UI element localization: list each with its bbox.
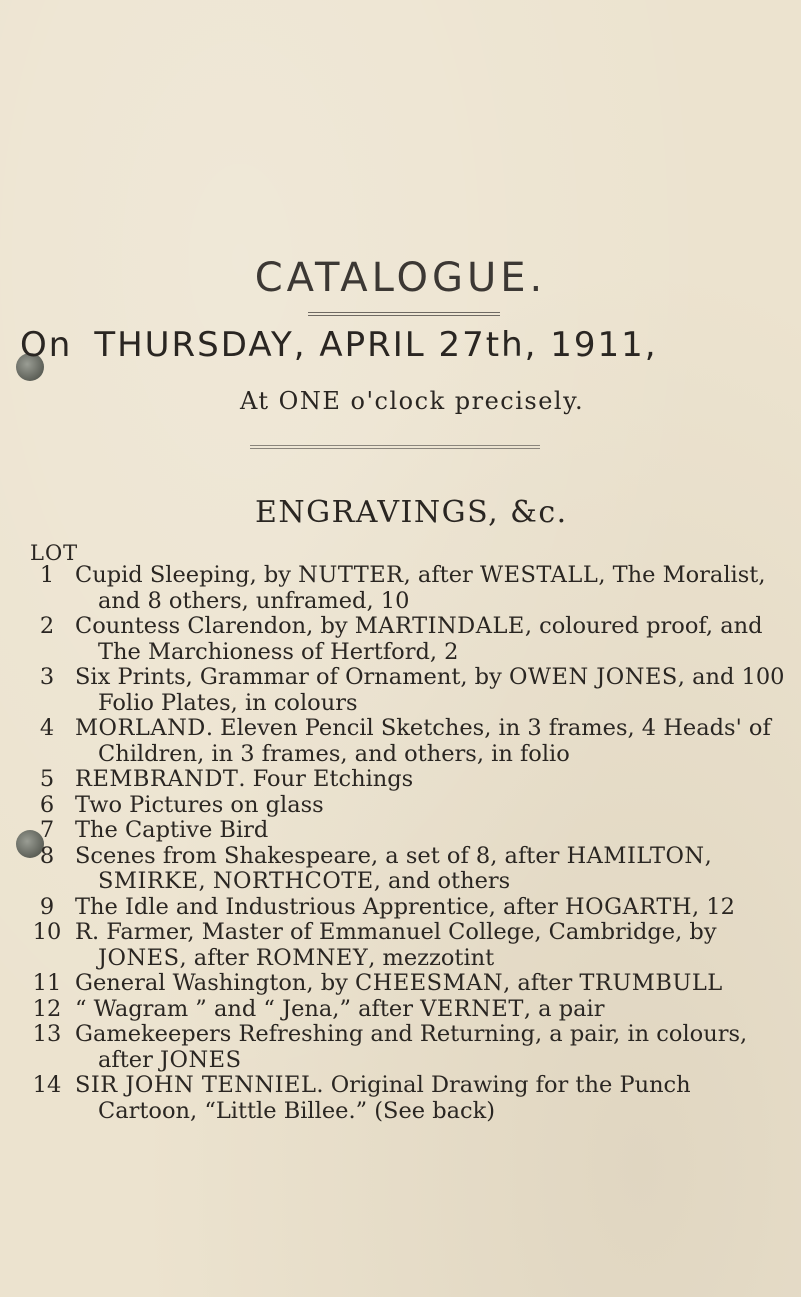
artist-name: TRUMBULL bbox=[579, 970, 723, 996]
artist-name: OWEN JONES bbox=[508, 664, 678, 690]
lot-text: Gamekeepers Refreshing and Returning, a pair, in colours, after bbox=[75, 1021, 748, 1073]
lot-description bbox=[75, 1022, 791, 1073]
lot-entry bbox=[0, 614, 801, 665]
lot-entry bbox=[0, 844, 801, 895]
lot-text: . Four Etchings bbox=[238, 766, 414, 792]
artist-name: WESTALL bbox=[479, 562, 599, 588]
artist-name: SMIRKE bbox=[98, 868, 199, 894]
lot-entry bbox=[0, 971, 801, 997]
lot-entry bbox=[0, 895, 801, 921]
lot-description bbox=[75, 716, 791, 767]
artist-name: NORTHCOTE bbox=[212, 868, 374, 894]
artist-name: ROMNEY bbox=[255, 944, 369, 971]
lot-text: , The Moralist, and 8 others, unframed, 10 bbox=[98, 562, 766, 614]
lot-text: R. Farmer, Master of Emmanuel College, Cambridge, by bbox=[75, 919, 717, 945]
lot-entry bbox=[0, 767, 801, 793]
lot-number: 8 bbox=[39, 842, 55, 869]
lot-number: 10 bbox=[32, 919, 62, 945]
lot-text: , after bbox=[503, 970, 580, 996]
lot-number: 3 bbox=[39, 664, 55, 690]
lot-number: 6 bbox=[39, 791, 55, 818]
lot-text: Six Prints, Grammar of Ornament, by bbox=[75, 664, 509, 690]
lot-number: 14 bbox=[32, 1072, 62, 1098]
lot-number: 12 bbox=[32, 995, 62, 1022]
lot-description bbox=[75, 1073, 791, 1124]
lot-number: 1 bbox=[39, 562, 55, 588]
lot-entry bbox=[0, 1022, 801, 1073]
on-word: On bbox=[20, 325, 73, 365]
artist-name: JONES bbox=[98, 944, 180, 971]
lot-text: Cupid Sleeping, by bbox=[75, 562, 299, 588]
lot-description bbox=[75, 563, 791, 614]
lot-text: . Original Drawing for the Punch Cartoon, “Little Billee.” (See back) bbox=[98, 1072, 691, 1124]
lot-entry bbox=[0, 1073, 801, 1124]
lot-description bbox=[75, 818, 791, 844]
lot-description bbox=[75, 767, 791, 793]
lot-text: , and 100 Folio Plates, in colours bbox=[98, 664, 785, 716]
lot-number: 13 bbox=[32, 1021, 62, 1047]
artist-name: HOGARTH bbox=[565, 893, 692, 920]
time-rule bbox=[250, 445, 540, 449]
lot-description bbox=[75, 793, 791, 819]
lot-text: , a pair bbox=[523, 995, 605, 1022]
lot-number: 7 bbox=[39, 817, 55, 843]
title-rule bbox=[308, 312, 500, 316]
lot-description bbox=[75, 997, 791, 1023]
artist-name: NUTTER bbox=[298, 562, 404, 588]
lot-entry bbox=[0, 920, 801, 971]
lot-text: The Idle and Industrious Apprentice, after bbox=[75, 893, 566, 920]
lot-number: 9 bbox=[39, 893, 55, 920]
lot-list bbox=[0, 563, 801, 1124]
lot-description bbox=[75, 971, 791, 997]
lot-description bbox=[75, 665, 791, 716]
artist-name: SIR JOHN TENNIEL bbox=[75, 1072, 317, 1098]
lot-text: , bbox=[704, 842, 712, 869]
lot-entry bbox=[0, 997, 801, 1023]
lot-entry bbox=[0, 818, 801, 844]
lot-text: Countess Clarendon, by bbox=[75, 613, 355, 639]
lot-number: 4 bbox=[39, 715, 55, 741]
lot-text: , and others bbox=[373, 868, 511, 894]
lot-text: , bbox=[198, 868, 213, 894]
lot-text: , 12 bbox=[691, 893, 735, 920]
lot-column-label: LOT bbox=[30, 541, 79, 565]
catalogue-title: CATALOGUE. bbox=[254, 255, 547, 301]
lot-entry bbox=[0, 716, 801, 767]
lot-number: 2 bbox=[39, 613, 55, 639]
lot-number: 11 bbox=[32, 970, 62, 996]
lot-entry bbox=[0, 665, 801, 716]
lot-description bbox=[75, 844, 791, 895]
lot-description bbox=[75, 920, 791, 971]
lot-text: General Washington, by bbox=[75, 970, 355, 996]
lot-text: The Captive Bird bbox=[75, 817, 269, 843]
artist-name: MARTINDALE bbox=[354, 613, 525, 639]
lot-text: , after bbox=[403, 562, 480, 588]
sale-time: At ONE o'clock precisely. bbox=[240, 387, 585, 415]
lot-description bbox=[75, 614, 791, 665]
sale-date: THURSDAY, APRIL 27th, 1911, bbox=[94, 325, 658, 365]
lot-text: . Eleven Pencil Sketches, in 3 frames, 4 Heads' of Children, in 3 frames, and others, in folio bbox=[98, 715, 771, 767]
lot-text: “ Wagram ” and “ Jena,” after bbox=[75, 995, 421, 1022]
artist-name: JONES bbox=[160, 1046, 242, 1073]
lot-number: 5 bbox=[39, 766, 55, 792]
lot-text: Two Pictures on glass bbox=[75, 791, 324, 818]
artist-name: HAMILTON bbox=[566, 842, 705, 869]
lot-text: , coloured proof, and The Marchioness of Hertford, 2 bbox=[98, 613, 763, 665]
lot-description bbox=[75, 895, 791, 921]
lot-entry bbox=[0, 563, 801, 614]
artist-name: REMBRANDT bbox=[75, 766, 239, 792]
lot-entry bbox=[0, 793, 801, 819]
artist-name: MORLAND bbox=[75, 715, 206, 741]
sale-date-line bbox=[20, 325, 800, 365]
section-heading: ENGRAVINGS, &c. bbox=[255, 495, 568, 530]
artist-name: CHEESMAN bbox=[354, 970, 504, 996]
lot-text: , mezzotint bbox=[368, 944, 495, 971]
lot-text: , after bbox=[179, 944, 256, 971]
lot-text: Scenes from Shakespeare, a set of 8, after bbox=[75, 842, 567, 869]
artist-name: VERNET bbox=[420, 995, 524, 1022]
